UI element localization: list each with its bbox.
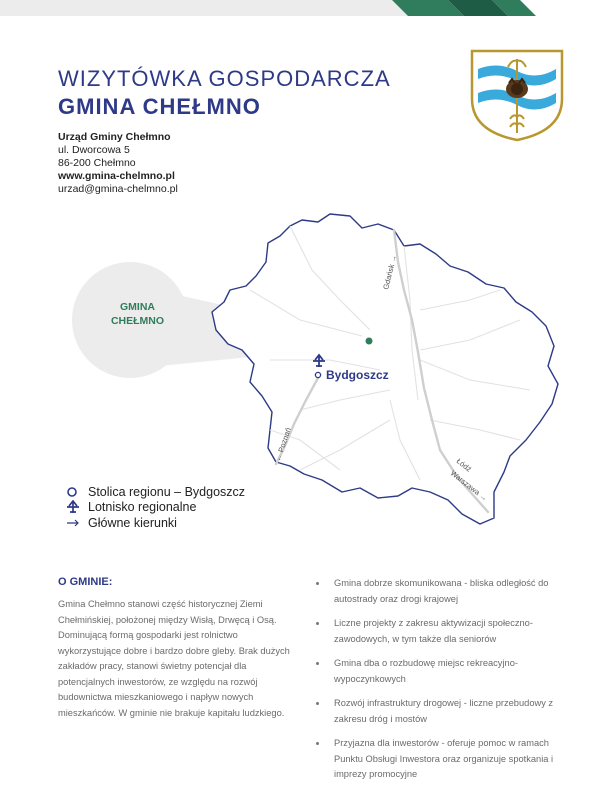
list-item xyxy=(316,616,556,647)
gmina-callout-line1: GMINA xyxy=(120,301,155,313)
map-legend xyxy=(66,484,245,531)
bullet-icon xyxy=(316,662,319,665)
coat-of-arms-icon xyxy=(468,47,566,143)
office-name: Urząd Gminy Chełmno xyxy=(58,131,171,143)
highlights-list xyxy=(316,576,556,792)
about-heading: O GMINIE: xyxy=(58,576,113,588)
email-link[interactable]: urzad@gmina-chelmno.pl xyxy=(58,183,178,195)
legend-row-airport xyxy=(66,500,245,516)
bullet-icon xyxy=(316,742,319,745)
capital-marker-icon xyxy=(66,486,88,498)
list-item-text: Liczne projekty z zakresu aktywizacji społeczno-zawodowych, w tym także dla seniorów xyxy=(334,618,533,644)
bullet-icon xyxy=(316,582,319,585)
office-street: ul. Dworcowa 5 xyxy=(58,144,130,156)
direction-poznan: ← Poznań xyxy=(273,426,293,463)
gmina-callout-label xyxy=(90,300,185,328)
about-text: Gmina Chełmno stanowi część historycznej Ziemi Chełmińskiej, położonej między Wisłą, Drwęcą i Osą. Dominującą formą gospodarki jest rolnictwo wykorzystujące dobre i bardzo dobre gleby. Brak dużych zakładów pracy, stanowi świetny potencjał dla potencjalnych inwestorów, ze względu na rozwój budownictwa mieszkaniowego i napływ nowych mieszkańców. W gminie nie brakuje kapitału ludzkiego. xyxy=(58,599,290,718)
list-item xyxy=(316,696,556,727)
office-postal: 86-200 Chełmno xyxy=(58,157,136,169)
arrow-right-icon xyxy=(66,518,88,528)
page-title-line1: WIZYTÓWKA GOSPODARCZA xyxy=(58,66,391,91)
list-item-text: Przyjazna dla inwestorów - oferuje pomoc w ramach Punktu Obsługi Inwestora oraz organizuje spotkania i imprezy promocyjne xyxy=(334,738,554,779)
list-item xyxy=(316,736,556,783)
list-item-text: Gmina dba o rozbudowę miejsc rekreacyjno-wypoczynkowych xyxy=(334,658,518,684)
list-item-text: Rozwój infrastruktury drogowej - liczne przebudowy z zakresu dróg i mostów xyxy=(334,698,554,724)
website-link[interactable]: www.gmina-chelmno.pl xyxy=(58,170,175,182)
contact-block xyxy=(58,131,178,196)
legend-row-capital xyxy=(66,484,245,500)
legend-capital-label: Stolica regionu – Bydgoszcz xyxy=(88,484,246,499)
direction-warszawa: Warszawa → xyxy=(448,468,490,503)
legend-airport-label: Lotnisko regionalne xyxy=(88,500,197,515)
header-stripes xyxy=(0,0,610,40)
gmina-location-dot xyxy=(366,338,373,345)
bullet-icon xyxy=(316,622,319,625)
about-section xyxy=(58,576,290,721)
direction-lodz: Łódź xyxy=(454,456,474,474)
list-item-text: Gmina dobrze skomunikowana - bliska odległość do autostrady oraz drogi krajowej xyxy=(334,578,549,604)
page-title-line2: GMINA CHEŁMNO xyxy=(58,94,261,119)
bullet-icon xyxy=(316,702,319,705)
legend-directions-label: Główne kierunki xyxy=(88,515,177,530)
airport-icon xyxy=(66,500,88,514)
city-label: Bydgoszcz xyxy=(326,368,389,382)
direction-gdansk: Gdańsk → xyxy=(381,253,399,291)
legend-row-directions xyxy=(66,515,245,531)
list-item xyxy=(316,656,556,687)
list-item xyxy=(316,576,556,607)
gmina-callout-line2: CHEŁMNO xyxy=(110,315,165,327)
